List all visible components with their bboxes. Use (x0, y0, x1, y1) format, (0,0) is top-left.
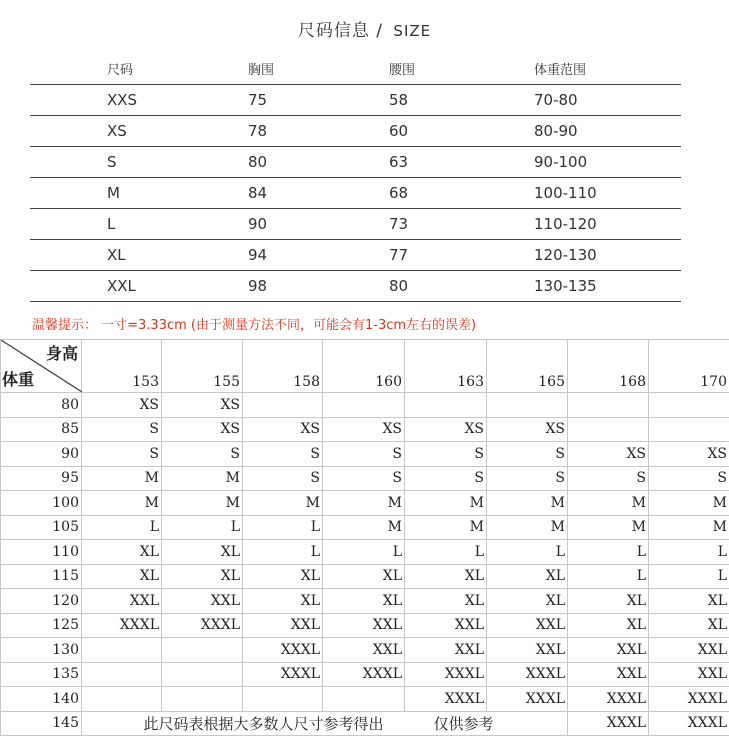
grid-size-cell: XXXL (487, 662, 568, 687)
grid-size-cell: XXXL (405, 662, 487, 687)
size-table-header: 腰围 (389, 52, 534, 85)
grid-size-cell: L (323, 540, 405, 565)
grid-row (1, 589, 729, 614)
grid-height-header: 160 (323, 340, 405, 393)
grid-size-cell: L (487, 540, 568, 565)
grid-size-cell (323, 393, 405, 418)
grid-size-cell: M (323, 515, 405, 540)
grid-size-cell (82, 687, 162, 712)
grid-size-cell: M (405, 515, 487, 540)
grid-size-cell: M (487, 491, 568, 516)
grid-height-header: 153 (82, 340, 162, 393)
size-table-row (30, 240, 681, 271)
grid-size-cell: M (82, 466, 162, 491)
height-weight-size-grid (0, 339, 729, 736)
grid-size-cell: XL (405, 589, 487, 614)
size-table-spacer (30, 271, 107, 302)
grid-size-cell (82, 638, 162, 663)
grid-size-cell: M (405, 491, 487, 516)
grid-height-header: 158 (243, 340, 323, 393)
grid-weight-cell: 145 (1, 711, 82, 736)
grid-size-cell: L (649, 564, 729, 589)
grid-size-cell: XXL (649, 638, 729, 663)
corner-weight-label: 体重 (2, 367, 34, 390)
grid-size-cell: XXL (162, 589, 243, 614)
size-table-spacer (30, 116, 107, 147)
grid-size-cell: L (243, 515, 323, 540)
grid-size-cell: M (162, 466, 243, 491)
grid-size-cell: XL (243, 564, 323, 589)
grid-size-cell: S (82, 417, 162, 442)
grid-size-cell: XXL (243, 613, 323, 638)
grid-size-cell: XL (82, 540, 162, 565)
grid-size-cell: XL (487, 589, 568, 614)
grid-size-cell: XXL (323, 638, 405, 663)
grid-reference-note (82, 711, 568, 736)
grid-size-cell: S (405, 466, 487, 491)
grid-size-cell: XXXL (323, 662, 405, 687)
grid-size-cell: XXL (487, 613, 568, 638)
size-table-cell: 100-110 (534, 178, 681, 209)
grid-size-cell: M (568, 491, 649, 516)
grid-height-header: 155 (162, 340, 243, 393)
size-table-spacer (30, 52, 107, 85)
size-table-cell: XXS (107, 85, 248, 116)
grid-weight-cell: 95 (1, 466, 82, 491)
grid-weight-cell: 120 (1, 589, 82, 614)
grid-size-cell (405, 393, 487, 418)
size-table-cell: XXL (107, 271, 248, 302)
size-table-cell: 84 (248, 178, 389, 209)
size-table-cell: XS (107, 116, 248, 147)
grid-size-cell: XS (568, 442, 649, 467)
grid-row (1, 711, 729, 736)
grid-weight-cell: 110 (1, 540, 82, 565)
grid-size-cell: L (82, 515, 162, 540)
grid-size-cell: XS (323, 417, 405, 442)
grid-size-cell: XXL (568, 638, 649, 663)
grid-row (1, 515, 729, 540)
corner-height-label: 身高 (46, 341, 78, 364)
grid-size-cell: S (323, 442, 405, 467)
size-info-table (30, 52, 681, 302)
grid-size-cell (162, 662, 243, 687)
size-table-spacer (30, 85, 107, 116)
size-table-cell: 77 (389, 240, 534, 271)
grid-size-cell: XS (405, 417, 487, 442)
size-table-header: 体重范围 (534, 52, 681, 85)
grid-size-cell: L (243, 540, 323, 565)
size-table-spacer (30, 240, 107, 271)
size-table-cell: 98 (248, 271, 389, 302)
size-table-cell: 80 (389, 271, 534, 302)
grid-row (1, 393, 729, 418)
grid-row (1, 687, 729, 712)
size-table-cell: 80-90 (534, 116, 681, 147)
grid-height-header: 163 (405, 340, 487, 393)
size-table-cell: 120-130 (534, 240, 681, 271)
measurement-tip: 温馨提示： 一寸=3.33cm (由于测量方法不同，可能会有1-3cm左右的误差) (32, 314, 476, 333)
size-table-header-row (30, 52, 681, 85)
size-table-cell: XL (107, 240, 248, 271)
grid-size-cell (323, 687, 405, 712)
size-info-title-en: SIZE (393, 22, 431, 40)
grid-size-cell: XL (568, 589, 649, 614)
grid-size-cell: S (243, 442, 323, 467)
grid-size-cell: M (649, 491, 729, 516)
grid-size-cell: M (82, 491, 162, 516)
grid-row (1, 613, 729, 638)
size-info-title-zh: 尺码信息 / (298, 21, 383, 41)
size-table-row (30, 271, 681, 302)
grid-size-cell: XL (162, 540, 243, 565)
grid-size-cell: S (405, 442, 487, 467)
size-table-spacer (30, 178, 107, 209)
grid-size-cell (568, 417, 649, 442)
grid-size-cell: L (162, 515, 243, 540)
grid-size-cell: S (649, 466, 729, 491)
grid-note-text: 仅供参考 (434, 715, 494, 733)
size-table-cell: 63 (389, 147, 534, 178)
size-table-cell: 110-120 (534, 209, 681, 240)
size-table-cell: 94 (248, 240, 389, 271)
grid-weight-cell: 100 (1, 491, 82, 516)
grid-note-text: 此尺码表根据大多数人尺寸参考得出 (143, 715, 383, 733)
size-table-row (30, 116, 681, 147)
grid-size-cell: XL (649, 589, 729, 614)
grid-weight-cell: 85 (1, 417, 82, 442)
size-table-cell: 78 (248, 116, 389, 147)
grid-header-row (1, 340, 729, 393)
grid-height-header: 168 (568, 340, 649, 393)
grid-row (1, 662, 729, 687)
grid-size-cell: XXL (649, 662, 729, 687)
grid-size-cell: XXXL (243, 638, 323, 663)
grid-weight-cell: 140 (1, 687, 82, 712)
size-table-cell: S (107, 147, 248, 178)
grid-size-cell: XXL (405, 613, 487, 638)
grid-size-cell: S (568, 466, 649, 491)
size-table-cell: 60 (389, 116, 534, 147)
grid-size-cell: M (649, 515, 729, 540)
grid-size-cell (243, 393, 323, 418)
grid-height-header: 170 (649, 340, 729, 393)
grid-size-cell: XXXL (649, 711, 729, 736)
grid-size-cell: XXXL (243, 662, 323, 687)
size-table-cell: 75 (248, 85, 389, 116)
grid-size-cell: XXXL (82, 613, 162, 638)
grid-size-cell: M (243, 491, 323, 516)
grid-size-cell: XXL (323, 613, 405, 638)
grid-size-cell (649, 417, 729, 442)
size-table-cell: 130-135 (534, 271, 681, 302)
size-table-cell: 90-100 (534, 147, 681, 178)
grid-size-cell (82, 662, 162, 687)
grid-size-cell: S (323, 466, 405, 491)
grid-size-cell: L (568, 564, 649, 589)
size-table-row (30, 85, 681, 116)
grid-size-cell: M (323, 491, 405, 516)
size-table-cell: 90 (248, 209, 389, 240)
grid-size-cell: XL (323, 589, 405, 614)
grid-row (1, 491, 729, 516)
grid-size-cell (487, 393, 568, 418)
grid-size-cell: L (405, 540, 487, 565)
grid-size-cell: XXXL (568, 711, 649, 736)
grid-row (1, 564, 729, 589)
grid-size-cell: XS (162, 417, 243, 442)
size-table-cell: 80 (248, 147, 389, 178)
size-table-spacer (30, 147, 107, 178)
grid-size-cell: XXXL (568, 687, 649, 712)
grid-corner-cell (1, 340, 82, 393)
grid-size-cell (162, 638, 243, 663)
grid-size-cell (568, 393, 649, 418)
grid-weight-cell: 80 (1, 393, 82, 418)
size-table-row (30, 209, 681, 240)
grid-size-cell: XL (243, 589, 323, 614)
grid-weight-cell: 115 (1, 564, 82, 589)
grid-weight-cell: 105 (1, 515, 82, 540)
grid-size-cell: M (162, 491, 243, 516)
grid-size-cell: XS (649, 442, 729, 467)
grid-size-cell: XXXL (649, 687, 729, 712)
size-table-cell: 70-80 (534, 85, 681, 116)
grid-size-cell: XXL (82, 589, 162, 614)
grid-height-header: 165 (487, 340, 568, 393)
grid-size-cell: XL (82, 564, 162, 589)
size-table-header: 胸围 (248, 52, 389, 85)
grid-weight-cell: 130 (1, 638, 82, 663)
grid-size-cell: S (243, 466, 323, 491)
grid-size-cell (649, 393, 729, 418)
size-table-cell: M (107, 178, 248, 209)
grid-size-cell: XXL (568, 662, 649, 687)
size-table-row (30, 147, 681, 178)
grid-size-cell: XS (243, 417, 323, 442)
size-table-header: 尺码 (107, 52, 248, 85)
grid-size-cell: XXL (487, 638, 568, 663)
grid-size-cell (243, 687, 323, 712)
grid-size-cell: S (487, 442, 568, 467)
grid-size-cell: XXL (405, 638, 487, 663)
grid-row (1, 417, 729, 442)
grid-size-cell: L (568, 540, 649, 565)
size-table-cell: 68 (389, 178, 534, 209)
grid-size-cell: M (487, 515, 568, 540)
grid-size-cell: XS (82, 393, 162, 418)
grid-weight-cell: 135 (1, 662, 82, 687)
grid-row (1, 540, 729, 565)
grid-size-cell: XS (487, 417, 568, 442)
size-table-cell: 58 (389, 85, 534, 116)
grid-row (1, 442, 729, 467)
grid-size-cell: XXXL (487, 687, 568, 712)
grid-size-cell: XL (162, 564, 243, 589)
size-table-row (30, 178, 681, 209)
size-table-cell: 73 (389, 209, 534, 240)
grid-size-cell: XL (487, 564, 568, 589)
grid-size-cell: XL (568, 613, 649, 638)
size-table-cell: L (107, 209, 248, 240)
grid-size-cell: M (568, 515, 649, 540)
grid-size-cell: S (82, 442, 162, 467)
size-table-spacer (30, 209, 107, 240)
grid-size-cell: S (487, 466, 568, 491)
grid-size-cell: XXXL (162, 613, 243, 638)
grid-size-cell: XL (405, 564, 487, 589)
grid-size-cell: XL (649, 613, 729, 638)
grid-size-cell: XL (323, 564, 405, 589)
grid-size-cell: XS (162, 393, 243, 418)
size-info-title (0, 16, 729, 41)
grid-size-cell: XXXL (405, 687, 487, 712)
grid-size-cell (162, 687, 243, 712)
grid-weight-cell: 90 (1, 442, 82, 467)
grid-row (1, 466, 729, 491)
grid-size-cell: L (649, 540, 729, 565)
grid-row (1, 638, 729, 663)
grid-weight-cell: 125 (1, 613, 82, 638)
grid-size-cell: S (162, 442, 243, 467)
